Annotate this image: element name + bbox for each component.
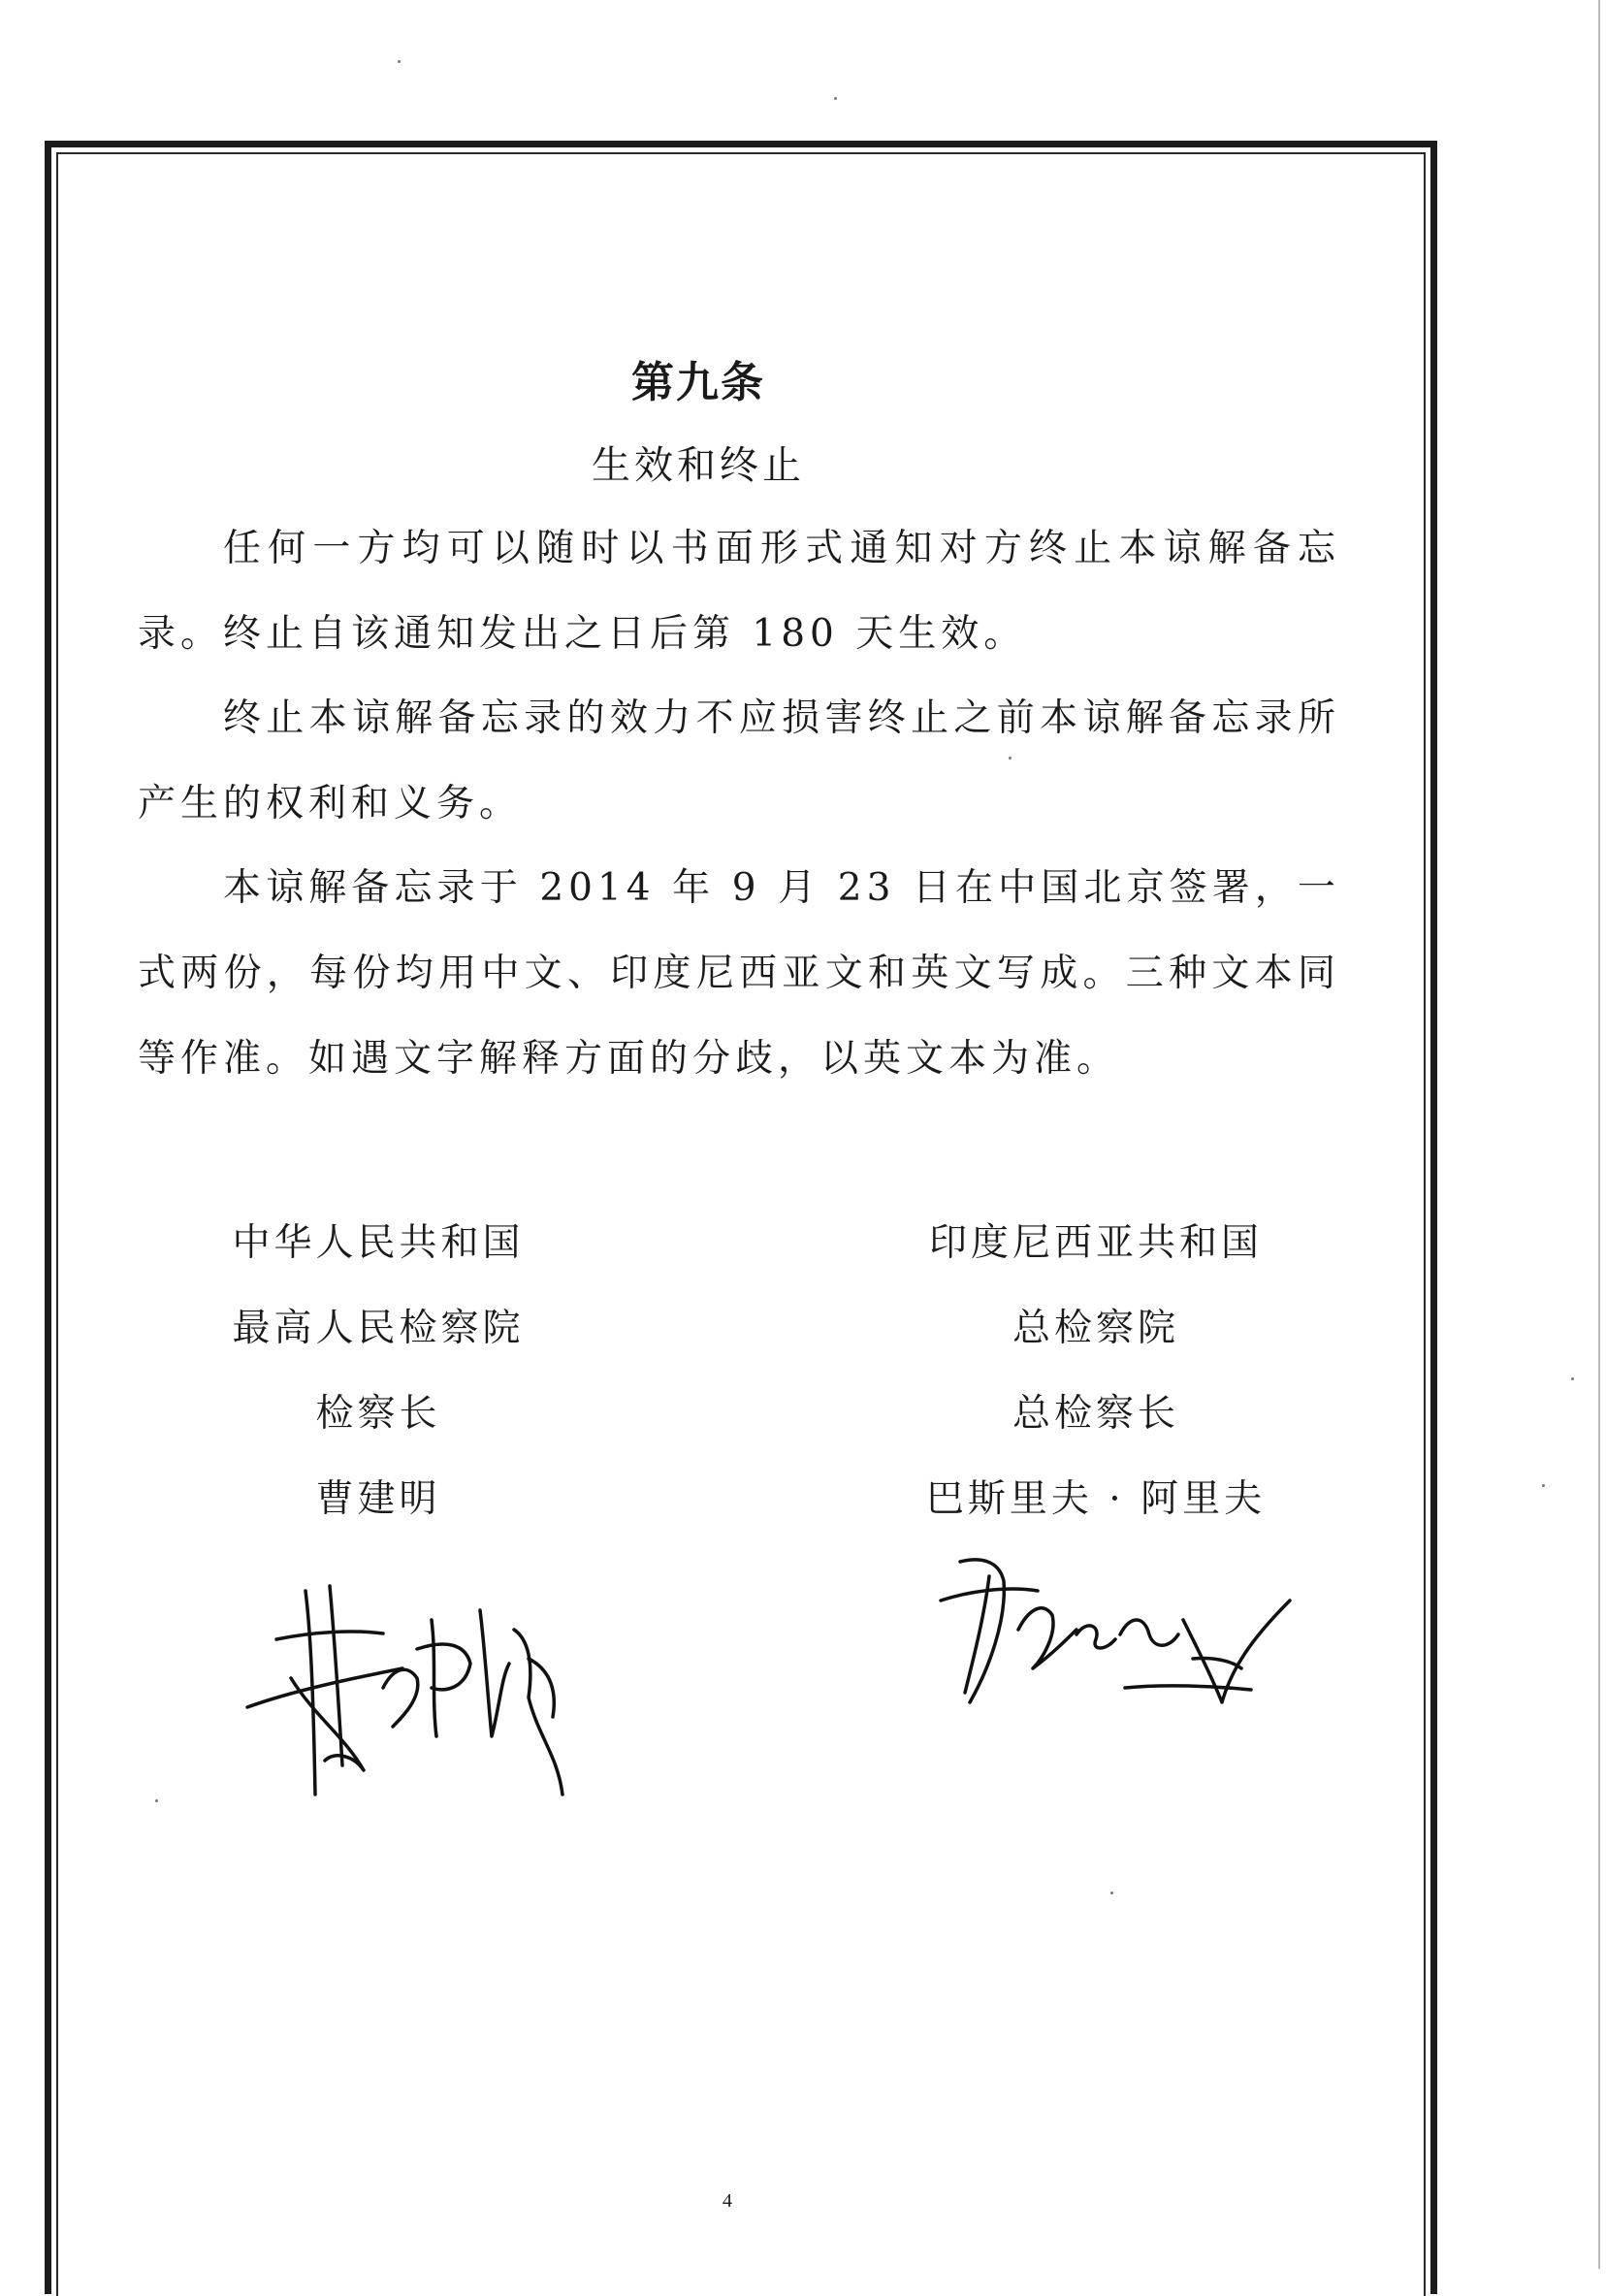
signatory-name: 巴斯里夫 · 阿里夫	[925, 1477, 1267, 1521]
signatory-block-indonesia	[844, 1201, 1348, 1542]
scan-speck	[1009, 757, 1012, 760]
scan-edge-line	[1598, 0, 1600, 2269]
paragraph-rights-obligations: 终止本谅解备忘录的效力不应损害终止之前本谅解备忘录所产生的权利和义务。	[138, 696, 1340, 825]
scan-speck	[1571, 1377, 1574, 1380]
signatory-country: 印度尼西亚共和国	[928, 1221, 1263, 1265]
scan-speck	[398, 60, 401, 63]
article-subtitle: 生效和终止	[592, 443, 805, 488]
signatory-name: 曹建明	[315, 1477, 441, 1521]
signature-right	[931, 1542, 1300, 1736]
scan-speck	[1110, 1892, 1113, 1894]
scan-speck	[1542, 1484, 1545, 1487]
signatory-institution: 最高人民检察院	[232, 1307, 525, 1350]
signatory-institution: 总检察院	[1012, 1307, 1179, 1350]
scan-speck	[155, 1799, 158, 1802]
scan-speck	[834, 97, 837, 100]
signatory-country: 中华人民共和国	[232, 1221, 525, 1265]
paragraph-termination-notice: 任何一方均可以随时以书面形式通知对方终止本谅解备忘录。终止自该通知发出之日后第 180 天生效。	[138, 527, 1340, 656]
signatory-title: 检察长	[315, 1392, 441, 1436]
signatory-title: 总检察长	[1012, 1392, 1179, 1436]
article-heading: 第九条	[631, 358, 765, 407]
page-number: 4	[723, 2190, 732, 2212]
signature-left	[238, 1571, 587, 1804]
signatory-block-china	[126, 1201, 630, 1542]
paragraph-signing-details: 本谅解备忘录于 2014 年 9 月 23 日在中国北京签署，一式两份，每份均用中文、印度尼西亚文和英文写成。三种文本同等作准。如遇文字解释方面的分歧，以英文本为准。	[138, 866, 1340, 1081]
